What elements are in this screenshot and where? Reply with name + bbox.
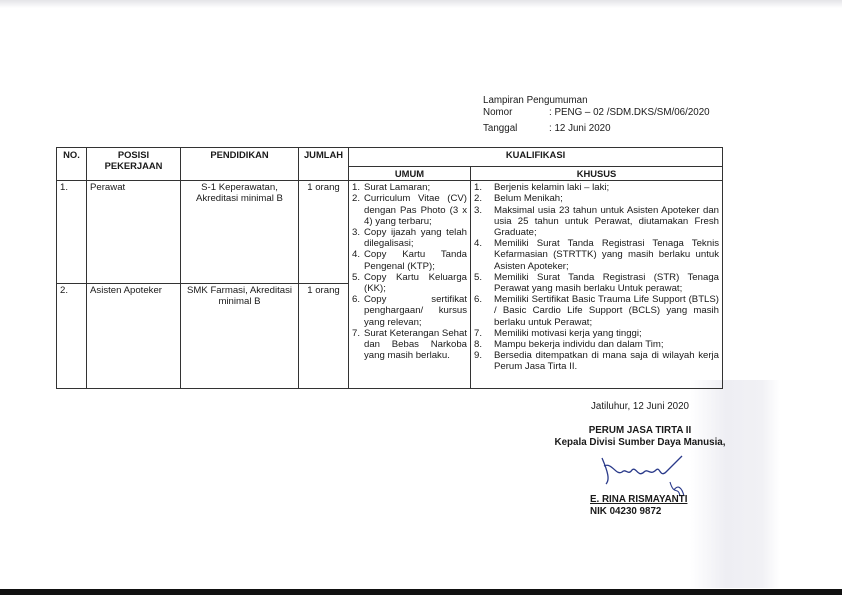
item-number: 2. bbox=[352, 193, 361, 205]
place-date: Jatiluhur, 12 Juni 2020 bbox=[590, 401, 690, 412]
handwritten-signature bbox=[598, 452, 688, 497]
position-title: Kepala Divisi Sumber Daya Manusia, bbox=[554, 437, 726, 448]
item-text: Memiliki motivasi kerja yang tinggi; bbox=[494, 327, 642, 339]
organization: PERUM JASA TIRTA II bbox=[588, 425, 692, 436]
umum-item bbox=[352, 272, 467, 294]
signatory bbox=[590, 494, 687, 518]
scan-edge bbox=[0, 0, 842, 8]
item-text: Mampu bekerja individu dan dalam Tim; bbox=[494, 339, 664, 351]
item-text: Curriculum Vitae (CV) dengan Pas Photo (3 x 4) yang terbaru; bbox=[364, 193, 467, 227]
document-header bbox=[483, 95, 710, 135]
tanggal-value: : 12 Juni 2020 bbox=[549, 123, 611, 134]
row-no: 2. bbox=[57, 284, 87, 389]
signatory-name: E. RINA RISMAYANTI bbox=[590, 494, 688, 505]
item-text: Bersedia ditempatkan di mana saja di wilayah kerja Perum Jasa Tirta II. bbox=[494, 350, 719, 373]
umum-item bbox=[352, 193, 467, 227]
item-text: Copy sertifikat penghargaan/ kursus yang relevan; bbox=[364, 294, 467, 328]
row-pendidikan: S-1 Keperawatan, Akreditasi minimal B bbox=[181, 181, 299, 284]
item-text: Surat Keterangan Sehat dan Bebas Narkoba yang masih berlaku. bbox=[364, 327, 467, 362]
khusus-item bbox=[474, 238, 719, 272]
col-kualifikasi: KUALIFIKASI bbox=[349, 148, 723, 167]
row-posisi: Perawat bbox=[87, 181, 181, 284]
col-posisi: POSISI PEKERJAAN bbox=[87, 148, 181, 181]
khusus-item bbox=[474, 328, 719, 339]
khusus-list bbox=[474, 182, 719, 372]
item-number: 4. bbox=[474, 238, 483, 250]
table-row bbox=[57, 181, 723, 284]
khusus-list-cell bbox=[471, 181, 723, 389]
col-umum: UMUM bbox=[349, 167, 471, 181]
position-table bbox=[56, 147, 723, 389]
khusus-item bbox=[474, 294, 719, 328]
item-text: Berjenis kelamin laki – laki; bbox=[494, 182, 610, 194]
col-khusus: KHUSUS bbox=[471, 167, 723, 181]
item-text: Memiliki Surat Tanda Registrasi Tenaga Teknis Kefarmasian (STRTTK) yang masih berlaku untuk Asisten Apoteker; bbox=[494, 238, 719, 272]
item-number: 3. bbox=[474, 204, 483, 216]
scan-bottom-edge bbox=[0, 589, 842, 595]
row-jumlah: 1 orang bbox=[299, 181, 349, 284]
nomor-value: : PENG – 02 /SDM.DKS/SM/06/2020 bbox=[549, 107, 710, 118]
khusus-item bbox=[474, 182, 719, 193]
umum-item bbox=[352, 182, 467, 193]
umum-item bbox=[352, 328, 467, 362]
item-number: 1. bbox=[352, 182, 361, 194]
item-number: 5. bbox=[474, 271, 483, 283]
item-number: 7. bbox=[474, 327, 483, 339]
item-text: Copy Kartu Keluarga (KK); bbox=[364, 271, 467, 295]
item-text: Belum Menikah; bbox=[494, 193, 563, 205]
header-title: Lampiran Pengumuman bbox=[483, 95, 588, 106]
khusus-item bbox=[474, 339, 719, 350]
item-text: Surat Lamaran; bbox=[364, 182, 431, 194]
item-number: 2. bbox=[474, 193, 483, 205]
khusus-item bbox=[474, 272, 719, 294]
item-number: 3. bbox=[352, 227, 361, 239]
col-no: NO. bbox=[57, 148, 87, 181]
col-pendidikan: PENDIDIKAN bbox=[181, 148, 299, 181]
umum-item bbox=[352, 227, 467, 249]
item-text: Memiliki Surat Tanda Registrasi (STR) Tenaga Perawat yang masih berlaku Untuk perawat; bbox=[494, 271, 719, 295]
item-number: 7. bbox=[352, 327, 361, 339]
item-text: Maksimal usia 23 tahun untuk Asisten Apoteker dan usia 25 tahun untuk Perawat, diutamakan Fresh Graduate; bbox=[494, 204, 719, 239]
item-number: 8. bbox=[474, 339, 483, 351]
umum-list-cell bbox=[349, 181, 471, 389]
khusus-item bbox=[474, 205, 719, 239]
col-jumlah: JUMLAH bbox=[299, 148, 349, 181]
umum-item bbox=[352, 294, 467, 328]
item-text: Memiliki Sertifikat Basic Trauma Life Support (BTLS) / Basic Cardio Life Support (BCLS) yang masih berlaku untuk Perawat; bbox=[494, 294, 719, 328]
item-number: 6. bbox=[352, 294, 361, 306]
umum-item bbox=[352, 249, 467, 271]
row-jumlah: 1 orang bbox=[299, 284, 349, 389]
item-text: Copy Kartu Tanda Pengenal (KTP); bbox=[364, 249, 467, 272]
item-number: 1. bbox=[474, 182, 483, 194]
khusus-item bbox=[474, 193, 719, 204]
row-pendidikan: SMK Farmasi, Akreditasi minimal B bbox=[181, 284, 299, 389]
item-text: Copy ijazah yang telah dilegalisasi; bbox=[364, 227, 467, 250]
item-number: 6. bbox=[474, 294, 483, 306]
item-number: 9. bbox=[474, 350, 483, 362]
nomor-label: Nomor bbox=[483, 107, 513, 118]
item-number: 5. bbox=[352, 271, 361, 283]
signature-block bbox=[540, 401, 740, 449]
khusus-item bbox=[474, 350, 719, 372]
item-number: 4. bbox=[352, 249, 361, 261]
row-no: 1. bbox=[57, 181, 87, 284]
row-posisi: Asisten Apoteker bbox=[87, 284, 181, 389]
signatory-nik: NIK 04230 9872 bbox=[590, 506, 662, 517]
tanggal-label: Tanggal bbox=[483, 123, 518, 134]
umum-list bbox=[352, 182, 467, 361]
